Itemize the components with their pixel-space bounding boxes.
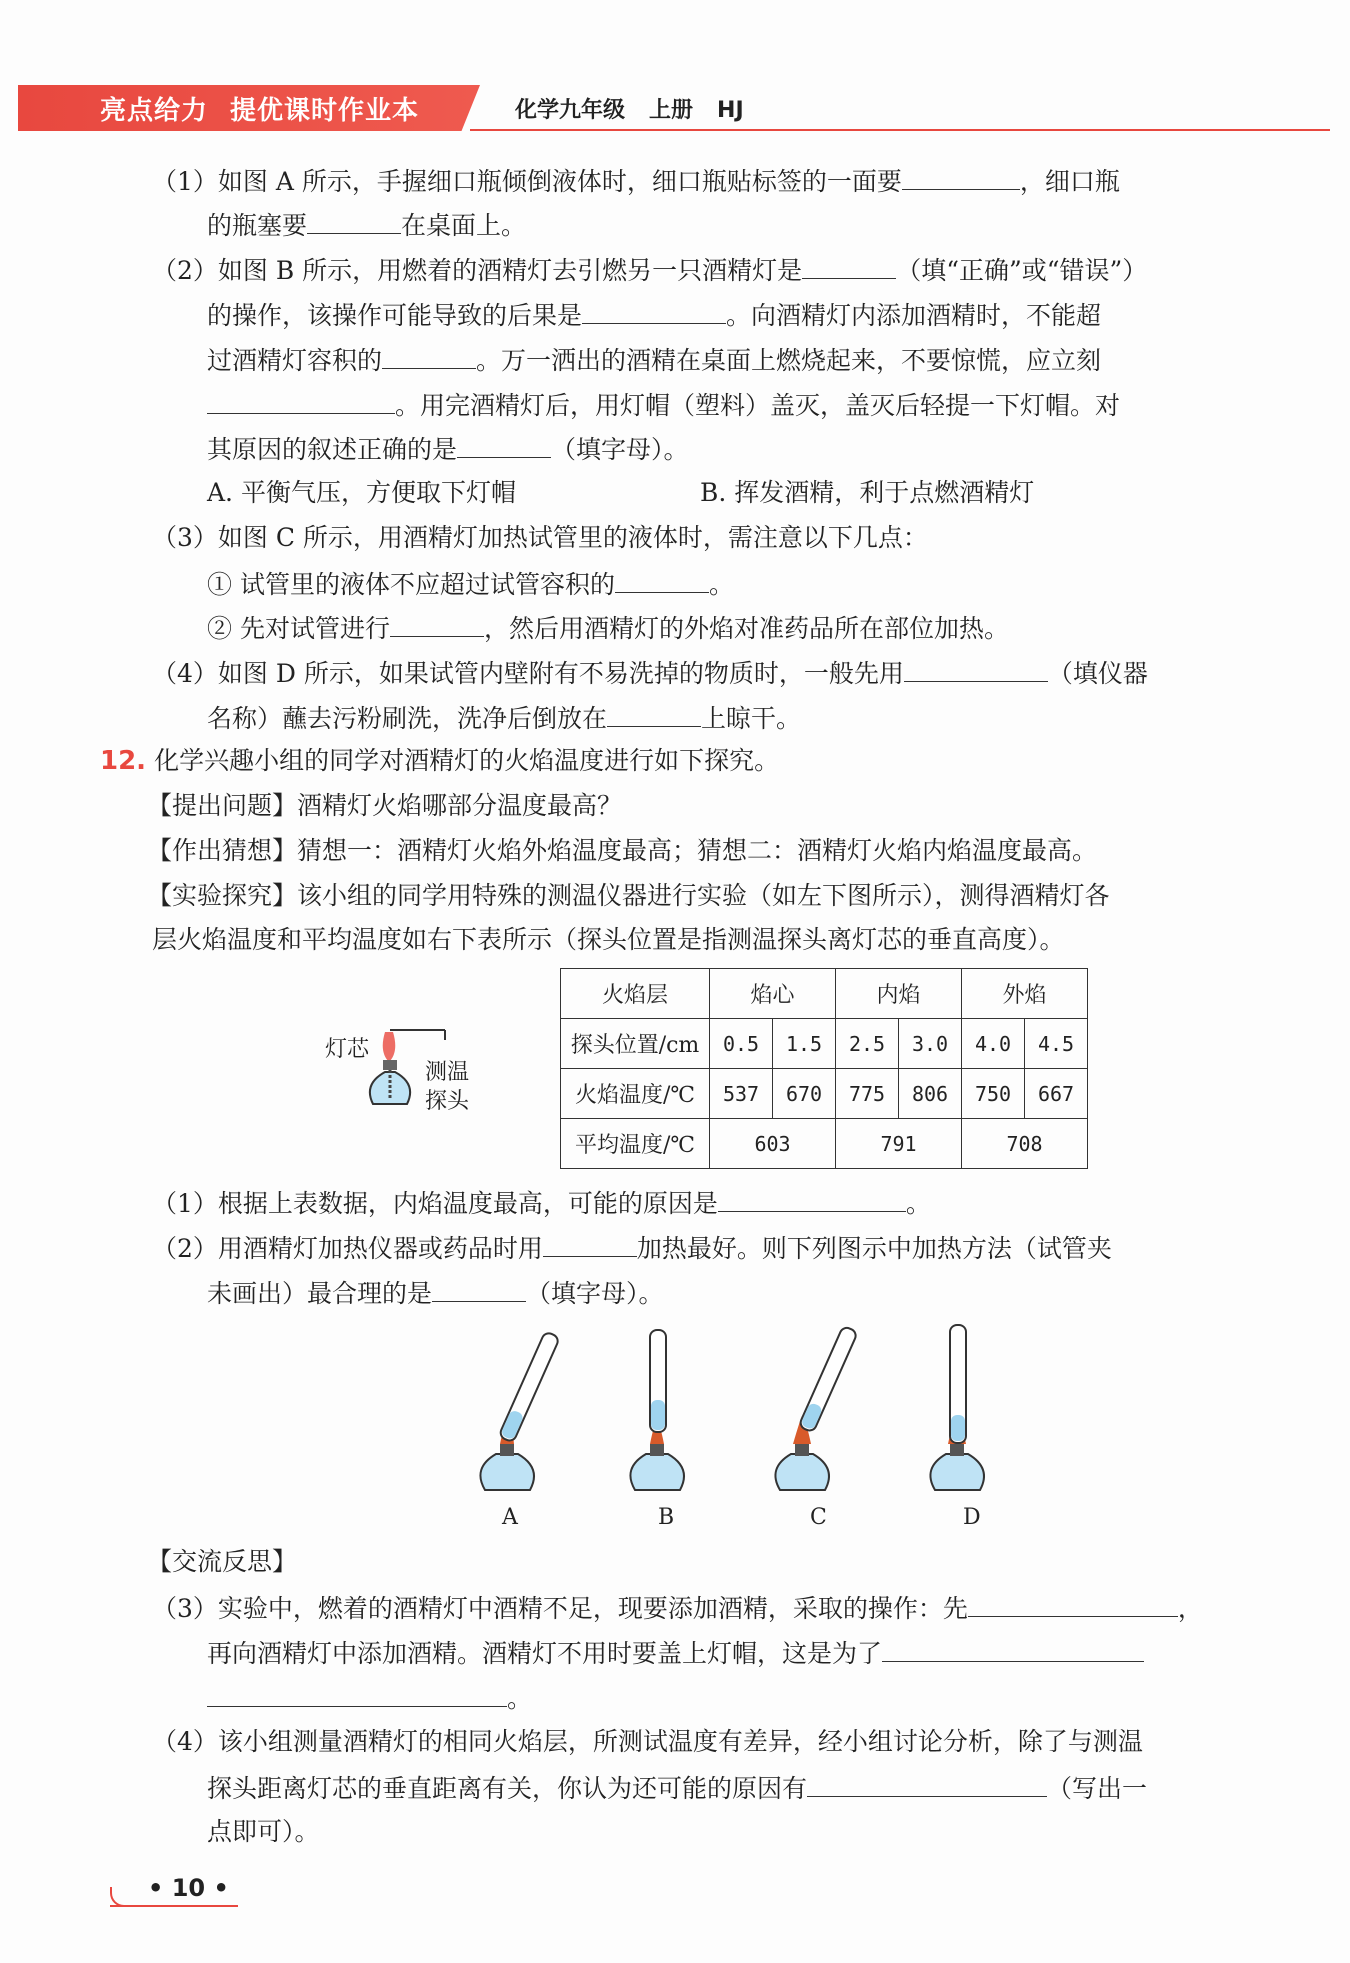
table-row (561, 1119, 1088, 1169)
text: （填“正确”或“错误”） (896, 256, 1148, 285)
q11-line-4 (207, 297, 1101, 333)
text: 。向酒精灯内添加酒精时，不能超 (726, 301, 1102, 330)
heating-option-d (930, 1325, 984, 1490)
table-row (561, 1019, 1088, 1069)
table-cell: 2.5 (836, 1019, 899, 1069)
q11-option-a: A. 平衡气压，方便取下灯帽 (207, 478, 516, 507)
answer-blank[interactable] (543, 1230, 637, 1257)
text: 化学兴趣小组的同学对酒精灯的火焰温度进行如下探究。 (154, 746, 780, 775)
caption-a: A (502, 1505, 518, 1530)
text: 再向酒精灯中添加酒精。酒精灯不用时要盖上灯帽，这是为了 (207, 1639, 883, 1668)
q12-sub-4a: （4）该小组测量酒精灯的相同火焰层，所测试温度有差异，经小组讨论分析，除了与测温 (152, 1727, 1143, 1756)
table-cell: 775 (836, 1069, 899, 1119)
text: （填仪器 (1047, 659, 1148, 688)
table-cell: 0.5 (710, 1019, 773, 1069)
table-header-cell: 火焰层 (561, 969, 710, 1019)
label-probe-2: 探头 (425, 1089, 470, 1114)
text: 的瓶塞要 (207, 211, 308, 240)
table-cell: 791 (836, 1119, 962, 1169)
brand-name: 亮点给力 (100, 96, 209, 126)
brand-series: 提优课时作业本 (230, 96, 420, 126)
text: 加热最好。则下列图示中加热方法（试管夹 (636, 1234, 1112, 1263)
answer-blank[interactable] (802, 252, 896, 279)
header-brand (100, 90, 441, 127)
q12-sub-3c (207, 1680, 532, 1716)
footer-ornament (110, 1887, 134, 1907)
q12-intro (100, 744, 779, 778)
q12-sub-2a (152, 1230, 1112, 1266)
answer-blank[interactable] (718, 1185, 906, 1212)
table-cell: 603 (710, 1119, 836, 1169)
text: （填字母）。 (551, 435, 689, 464)
q11-line-1 (152, 163, 1120, 199)
label-probe-1: 测温 (425, 1060, 470, 1085)
q12-experiment-1: 【实验探究】该小组的同学用特殊的测温仪器进行实验（如左下图所示），测得酒精灯各 (147, 881, 1110, 910)
table-header-cell: 内焰 (836, 969, 962, 1019)
label-wick: 灯芯 (325, 1037, 370, 1062)
table-row-header: 火焰温度/℃ (561, 1069, 710, 1119)
text: 其原因的叙述正确的是 (207, 435, 458, 464)
answer-blank[interactable] (882, 1635, 1144, 1662)
table-row-header: 探头位置/cm (561, 1019, 710, 1069)
table-cell: 4.5 (1025, 1019, 1088, 1069)
table-cell: 750 (962, 1069, 1025, 1119)
text: （1）如图 A 所示，手握细口瓶倾倒液体时，细口瓶贴标签的一面要 (152, 167, 902, 196)
text: （4）如图 D 所示，如果试管内壁附有不易洗掉的物质时，一般先用 (152, 659, 904, 688)
text: 。 (905, 1189, 931, 1218)
text: ， (1177, 1594, 1203, 1623)
answer-blank[interactable] (807, 1770, 1047, 1797)
q11-line-5 (207, 342, 1101, 378)
q12-raise: 【提出问题】酒精灯火焰哪部分温度最高？ (147, 791, 623, 820)
text: 上晾干。 (701, 704, 802, 733)
caption-b: B (658, 1505, 675, 1530)
caption-d: D (963, 1505, 981, 1530)
q12-sub-4b (207, 1770, 1147, 1806)
q11-line-10 (207, 610, 1009, 646)
heating-option-b (630, 1330, 684, 1490)
q12-sub-3b (207, 1635, 1144, 1671)
table-row-header: 平均温度/℃ (561, 1119, 710, 1169)
question-number: 12. (100, 746, 147, 776)
edition-label: HJ (717, 98, 744, 123)
q11-line-3 (152, 252, 1147, 288)
q12-sub-1 (152, 1185, 931, 1221)
answer-blank[interactable] (390, 610, 484, 637)
q11-line-12 (207, 700, 801, 736)
q11-line-8: （3）如图 C 所示，用酒精灯加热试管里的液体时，需注意以下几点： (152, 523, 928, 552)
table-header-cell: 外焰 (962, 969, 1088, 1019)
text: ，细口瓶 (1019, 167, 1120, 196)
table-row (561, 1069, 1088, 1119)
answer-blank[interactable] (432, 1275, 526, 1302)
table-cell: 1.5 (773, 1019, 836, 1069)
table-cell: 4.0 (962, 1019, 1025, 1069)
table-header-cell: 焰心 (710, 969, 836, 1019)
q11-line-6 (207, 387, 1120, 423)
q12-sub-2b (207, 1275, 664, 1311)
text: 在桌面上。 (401, 211, 527, 240)
volume-label: 上册 (649, 98, 694, 123)
text: 名称）蘸去污粉刷洗，洗净后倒放在 (207, 704, 608, 733)
table-cell: 537 (710, 1069, 773, 1119)
answer-blank[interactable] (207, 387, 395, 414)
flame-temperature-table (560, 968, 1088, 1169)
table-cell: 3.0 (899, 1019, 962, 1069)
answer-blank[interactable] (207, 1680, 507, 1707)
header-rule (470, 129, 1330, 131)
text: 的操作，该操作可能导致的后果是 (207, 301, 583, 330)
answer-blank[interactable] (615, 566, 709, 593)
footer-rule (110, 1905, 238, 1907)
q12-reflect: 【交流反思】 (147, 1547, 298, 1576)
q12-sub-3a (152, 1590, 1203, 1626)
text: 过酒精灯容积的 (207, 346, 383, 375)
table-row (561, 969, 1088, 1019)
text: （3）实验中，燃着的酒精灯中酒精不足，现要添加酒精，采取的操作：先 (152, 1594, 968, 1623)
table-cell: 667 (1025, 1069, 1088, 1119)
text: ，然后用酒精灯的外焰对准药品所在部位加热。 (483, 614, 1009, 643)
text: （1）根据上表数据，内焰温度最高，可能的原因是 (152, 1189, 718, 1218)
answer-blank[interactable] (457, 431, 551, 458)
answer-blank[interactable] (902, 163, 1020, 190)
text: 探头距离灯芯的垂直距离有关，你认为还可能的原因有 (207, 1774, 808, 1803)
text: 。 (507, 1684, 533, 1713)
answer-blank[interactable] (904, 655, 1048, 682)
page-number: • 10 • (148, 1874, 229, 1902)
table-cell: 708 (962, 1119, 1088, 1169)
q12-experiment-2: 层火焰温度和平均温度如右下表所示（探头位置是指测温探头离灯芯的垂直高度）。 (152, 925, 1065, 954)
text: ② 先对试管进行 (207, 614, 390, 643)
table-cell: 670 (773, 1069, 836, 1119)
heating-option-c (775, 1326, 857, 1490)
text: （2）如图 B 所示，用燃着的酒精灯去引燃另一只酒精灯是 (152, 256, 803, 285)
text: 。 (708, 570, 734, 599)
text: 。万一洒出的酒精在桌面上燃烧起来，不要惊慌，应立刻 (476, 346, 1102, 375)
text: ① 试管里的液体不应超过试管容积的 (207, 570, 615, 599)
header-subject (515, 93, 768, 124)
q11-option-b: B. 挥发酒精，利于点燃酒精灯 (700, 478, 1035, 507)
q11-line-9 (207, 566, 734, 602)
answer-blank[interactable] (307, 207, 401, 234)
table-cell: 806 (899, 1069, 962, 1119)
heating-option-a (480, 1331, 559, 1490)
q11-line-2 (207, 207, 526, 243)
answer-blank[interactable] (582, 297, 726, 324)
text: 。用完酒精灯后，用灯帽（塑料）盖灭，盖灭后轻提一下灯帽。对 (395, 391, 1121, 420)
q11-line-7 (207, 431, 689, 467)
caption-c: C (810, 1505, 827, 1530)
text: （2）用酒精灯加热仪器或药品时用 (152, 1234, 543, 1263)
q11-line-11 (152, 655, 1148, 691)
answer-blank[interactable] (607, 700, 701, 727)
answer-blank[interactable] (382, 342, 476, 369)
heating-methods-figure (460, 1320, 1020, 1500)
q12-guess: 【作出猜想】猜想一：酒精灯火焰外焰温度最高；猜想二：酒精灯火焰内焰温度最高。 (147, 836, 1098, 865)
text: （写出一 (1047, 1774, 1148, 1803)
subject-label: 化学九年级 (515, 98, 626, 123)
answer-blank[interactable] (968, 1590, 1178, 1617)
text: 未画出）最合理的是 (207, 1279, 433, 1308)
q12-sub-4c: 点即可）。 (207, 1817, 320, 1846)
text: （填字母）。 (526, 1279, 664, 1308)
